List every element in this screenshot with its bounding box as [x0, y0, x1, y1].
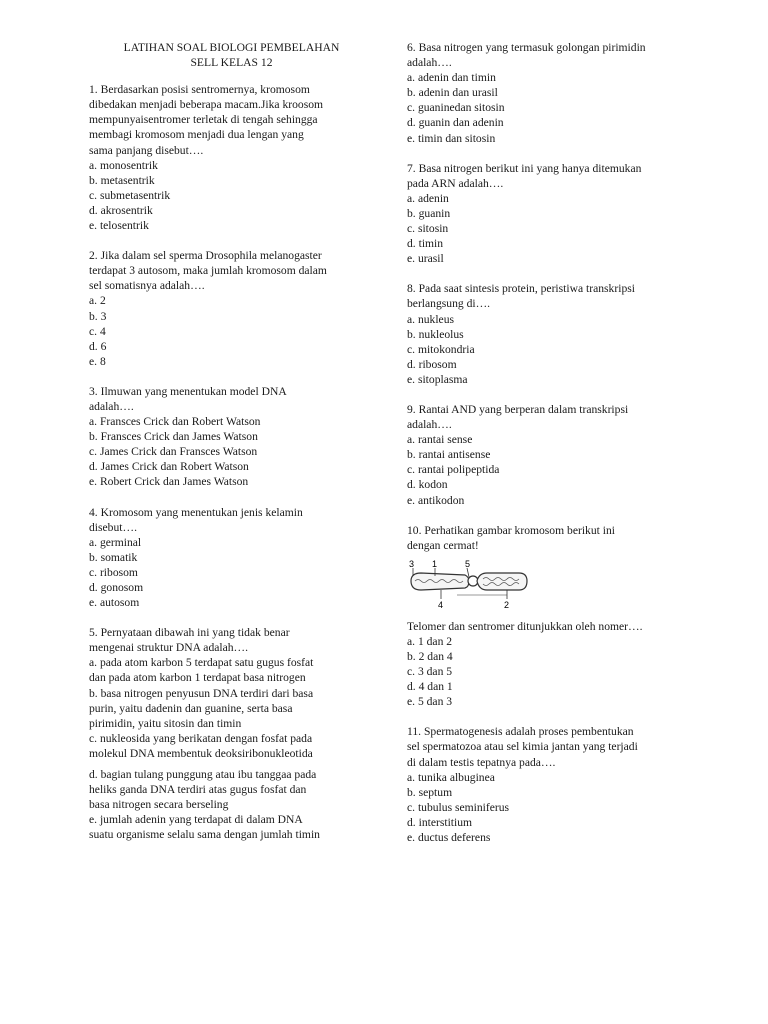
option-b: b. 3	[89, 309, 107, 323]
option-b: b. guanin	[407, 206, 451, 220]
question-5	[89, 625, 374, 842]
option-d: d. ribosom	[407, 357, 457, 371]
option-e: e. 5 dan 3	[407, 695, 453, 709]
option-b: b. septum	[407, 785, 453, 799]
option-b: b. 2 dan 4	[407, 650, 453, 663]
option-e: e. antikodon	[407, 493, 465, 507]
question-stem: 7. Basa nitrogen berikut ini yang hanya ditemukan pada ARN adalah….	[407, 161, 642, 190]
option-d: d. interstitium	[407, 815, 473, 829]
option-a: a. tunika albuginea	[407, 770, 495, 784]
option-a: a. pada atom karbon 5 terdapat satu gugus fosfat dan pada atom karbon 1 terdapat basa nitrogen	[89, 656, 314, 685]
figure-label-4: 4	[438, 599, 444, 610]
option-a: a. germinal	[89, 535, 142, 549]
left-column	[89, 40, 374, 858]
question-2	[89, 248, 374, 369]
option-d: d. gonosom	[89, 581, 144, 594]
title-line-1: LATIHAN SOAL BIOLOGI PEMBELAHAN	[123, 41, 340, 54]
option-b: b. nukleolus	[407, 327, 464, 341]
option-a: a. monosentrik	[89, 158, 158, 172]
option-c: c. 4	[89, 324, 106, 338]
question-5-continued	[89, 767, 374, 842]
question-stem: 3. Ilmuwan yang menentukan model DNA adalah….	[89, 384, 287, 413]
option-d: d. kodon	[407, 478, 448, 492]
figure-label-3: 3	[409, 558, 415, 569]
option-a: a. rantai sense	[407, 433, 473, 447]
question-stem: 10. Perhatikan gambar kromosom berikut ini dengan cermat!	[407, 523, 616, 552]
option-d: d. bagian tulang punggung atau ibu tanggaa pada heliks ganda DNA terdiri atas gugus fosfat dan basa nitrogen secara berseling	[89, 768, 317, 812]
figure-label-5: 5	[465, 558, 471, 569]
option-e: e. 8	[89, 354, 106, 368]
question-7	[407, 161, 687, 267]
question-stem: 4. Kromosom yang menentukan jenis kelamin disebut….	[89, 505, 303, 534]
figure-label-1: 1	[432, 558, 438, 569]
option-d: d. guanin dan adenin	[407, 116, 504, 130]
chromosome-diagram	[407, 559, 677, 611]
figure-label-2: 2	[504, 599, 510, 610]
option-c: c. nukleosida yang berikatan dengan fosfat pada molekul DNA membentuk deoksiribonukleotida	[89, 731, 313, 760]
question-4	[89, 505, 374, 611]
question-3	[89, 384, 374, 490]
option-c: c. guaninedan sitosin	[407, 101, 505, 115]
option-d: d. timin	[407, 237, 444, 251]
worksheet-title	[89, 40, 374, 70]
question-10	[407, 523, 687, 710]
option-c: c. tubulus seminiferus	[407, 800, 510, 814]
right-column	[407, 40, 687, 860]
option-c: c. 3 dan 5	[407, 665, 453, 679]
chromosome-figure	[407, 559, 677, 611]
question-prompt: Telomer dan sentromer ditunjukkan oleh nomer….	[407, 619, 643, 633]
question-8	[407, 281, 687, 387]
option-d: d. akrosentrik	[89, 203, 153, 217]
option-a: a. nukleus	[407, 312, 455, 326]
option-c: c. mitokondria	[407, 342, 475, 356]
option-e: e. ductus deferens	[407, 831, 491, 845]
option-c: c. James Crick dan Fransces Watson	[89, 445, 258, 459]
option-d: d. 6	[89, 339, 107, 353]
question-stem: 2. Jika dalam sel sperma Drosophila melanogaster terdapat 3 autosom, maka jumlah kromosom dalam sel somatisnya adalah….	[89, 249, 327, 293]
option-b: b. adenin dan urasil	[407, 86, 498, 100]
option-b: b. somatik	[89, 550, 138, 564]
option-e: e. jumlah adenin yang terdapat di dalam DNA suatu organisme selalu sama dengan jumlah timin	[89, 813, 320, 842]
option-c: c. rantai polipeptida	[407, 463, 500, 477]
option-a: a. Fransces Crick dan Robert Watson	[89, 415, 261, 429]
option-e: e. telosentrik	[89, 219, 149, 233]
option-a: a. adenin dan timin	[407, 71, 496, 85]
option-c: c. submetasentrik	[89, 188, 171, 202]
option-e: e. autosom	[89, 596, 140, 610]
option-a: a. 2	[89, 294, 106, 308]
option-a: a. 1 dan 2	[407, 634, 453, 648]
question-stem: 1. Berdasarkan posisi sentromernya, kromosom dibedakan menjadi beberapa macam.Jika kroosom mempunyaisentromer terletak di tengah sehingga membagi kromosom menjadi dua lengan yang sama panjang disebut….	[89, 83, 324, 157]
question-11	[407, 724, 687, 845]
option-e: e. Robert Crick dan James Watson	[89, 475, 249, 489]
option-c: c. ribosom	[89, 565, 138, 579]
question-stem: 11. Spermatogenesis adalah proses pembentukan sel spermatozoa atau sel kimia jantan yang terjadi di dalam testis tepatnya pada….	[407, 725, 638, 769]
option-b: b. rantai antisense	[407, 448, 491, 462]
option-e: e. sitoplasma	[407, 372, 468, 386]
option-b: b. basa nitrogen penyusun DNA terdiri dari basa purin, yaitu dadenin dan guanine, serta basa pirimidin, yaitu sitosin dan timin	[89, 686, 314, 730]
option-b: b. Fransces Crick dan James Watson	[89, 430, 258, 444]
option-e: e. urasil	[407, 252, 444, 266]
option-e: e. timin dan sitosin	[407, 131, 496, 145]
question-9	[407, 402, 687, 508]
question-stem: 8. Pada saat sintesis protein, peristiwa transkripsi berlangsung di….	[407, 282, 635, 311]
question-stem: 6. Basa nitrogen yang termasuk golongan pirimidin adalah….	[407, 41, 646, 70]
option-d: d. James Crick dan Robert Watson	[89, 460, 249, 474]
question-stem: 5. Pernyataan dibawah ini yang tidak benar mengenai struktur DNA adalah….	[89, 626, 290, 655]
option-c: c. sitosin	[407, 222, 449, 236]
option-a: a. adenin	[407, 191, 449, 205]
title-line-2: SELL KELAS 12	[190, 56, 273, 70]
question-1	[89, 82, 374, 233]
question-6	[407, 40, 687, 146]
question-stem: 9. Rantai AND yang berperan dalam transkripsi adalah….	[407, 402, 629, 432]
option-d: d. 4 dan 1	[407, 680, 453, 694]
option-b: b. metasentrik	[89, 173, 155, 187]
